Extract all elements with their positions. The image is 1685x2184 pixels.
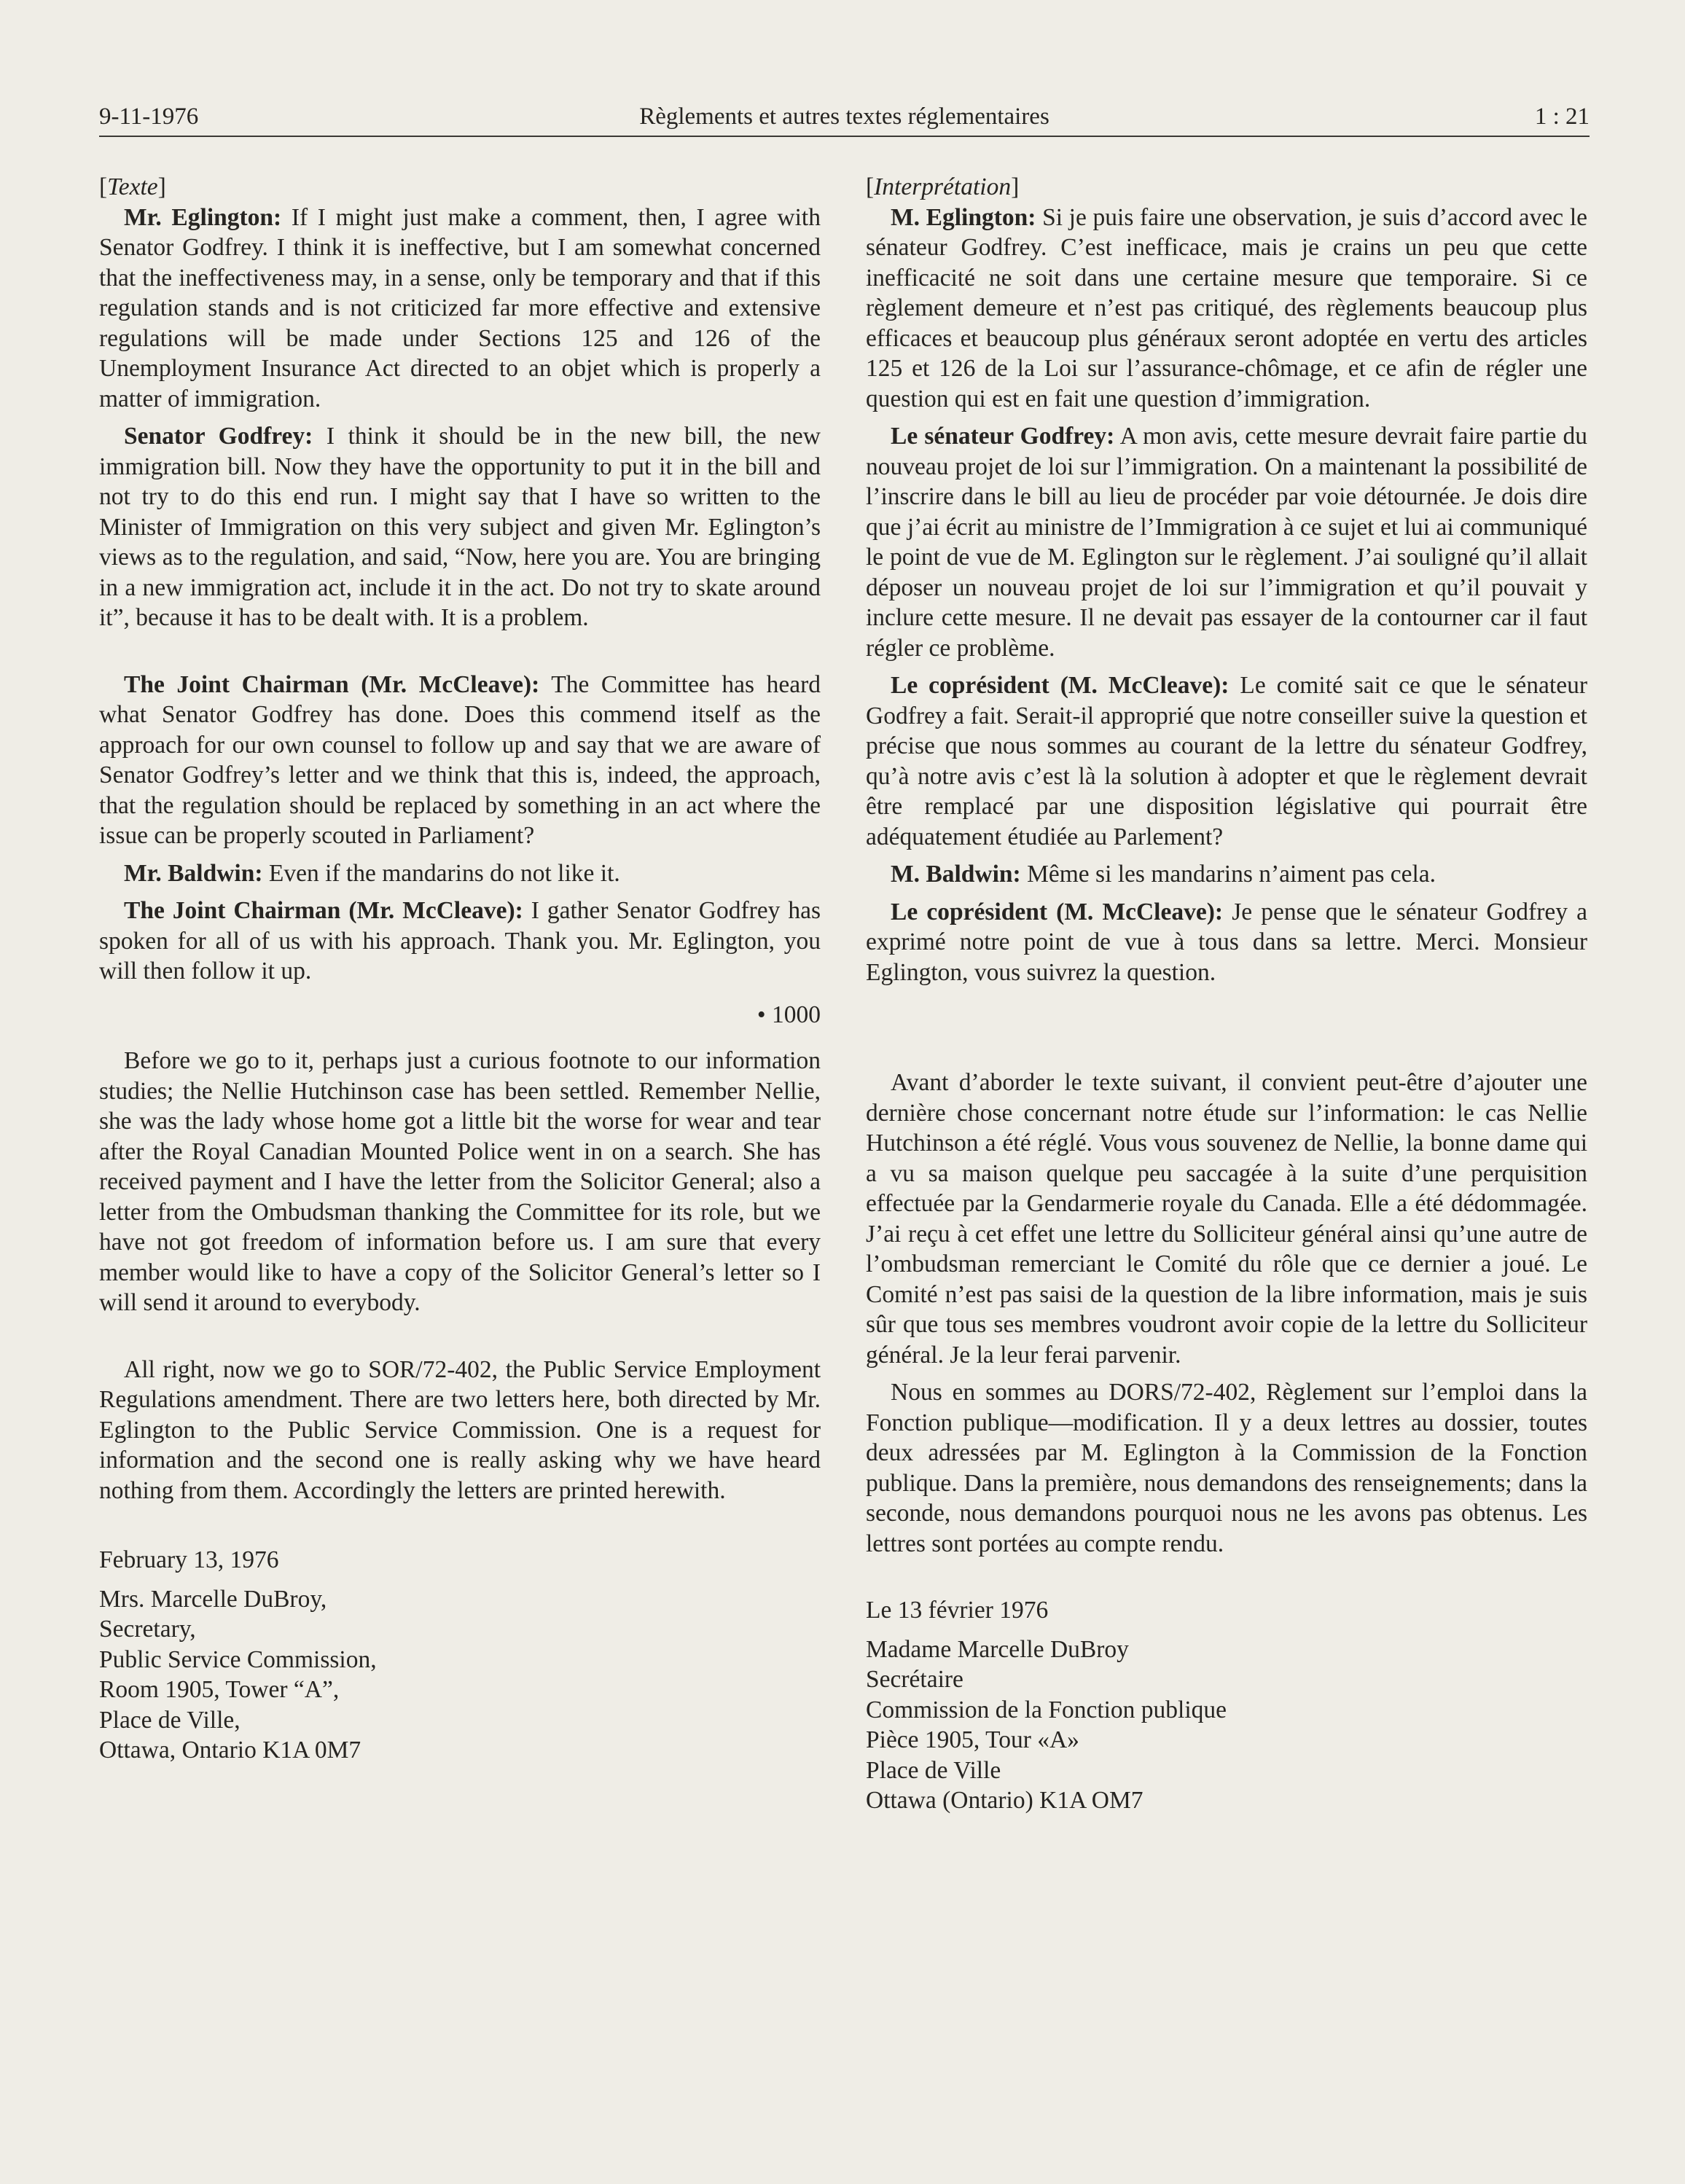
address-line: Pièce 1905, Tour «A» [866, 1726, 1079, 1753]
address-line: Secrétaire [866, 1666, 963, 1693]
english-paragraph-2 [99, 421, 821, 633]
english-paragraph-7 [99, 1355, 821, 1506]
speech: A mon avis, cette mesure devrait faire partie du nouveau projet de loi sur l’immigration. On a maintenant la possibilité de l’inscrire dans le bill au lieu de procéder par voie détournée. Je dois dire que j’ai écrit au ministre de l’Immigration à ce sujet et lui ai communiqué le point de vue de M. Eglington sur le règlement. J’ai souligné qu’il allait déposer un nouveau projet de loi sur l’immigration et qu’il pouvait y inclure cette mesure. Il ne devait pas essayer de la contourner car il faut régler ce problème. [866, 423, 1588, 662]
address-line: Room 1905, Tower “A”, [99, 1676, 340, 1703]
english-column [99, 172, 821, 1766]
english-tag: [Texte] [99, 173, 166, 200]
english-paragraph-3 [99, 670, 821, 851]
french-paragraph-5 [866, 897, 1587, 988]
header-title: Règlements et autres textes réglementaires [639, 103, 1049, 130]
speech: Nous en sommes au DORS/72-402, Règlement sur l’emploi dans la Fonction publique—modification. Il y a deux lettres au dossier, toutes deux adressées par M. Eglington à la Commission de la Fonction publique. Dans la première, nous demandons des renseignements; dans la seconde, nous demandons pourquoi nous ne les avons pas obtenus. Les lettres sont portées au compte rendu. [866, 1379, 1587, 1557]
english-tag-text: Texte [107, 173, 158, 200]
english-letter-date: February 13, 1976 [99, 1546, 279, 1573]
speech: Even if the mandarins do not like it. [268, 859, 620, 887]
speaker: Senator Godfrey: [124, 423, 313, 450]
address-line: Public Service Commission, [99, 1645, 377, 1673]
header-page-number: 1 : 21 [1534, 103, 1590, 130]
speaker: The Joint Chairman (Mr. McCleave): [124, 670, 540, 698]
french-column [866, 172, 1587, 1816]
speaker: Le coprésident (M. McCleave): [891, 672, 1229, 699]
english-paragraph-5 [99, 896, 821, 987]
speech: Je pense que le sénateur Godfrey a exprimé notre point de vue à tous dans sa lettre. Merci. Monsieur Eglington, vous suivrez la question. [866, 898, 1587, 986]
speech: If I might just make a comment, then, I agree with Senator Godfrey. I think it is ineffective, but I am somewhat concerned that the ineffectiveness may, in a sense, only be temporary and that if this regulation stands and is not criticized far more effective and extensive regulations will be made under Sections 125 and 126 of the Unemployment Insurance Act directed to an objet which is properly a matter of immigration. [99, 203, 821, 412]
speaker: Le coprésident (M. McCleave): [891, 898, 1224, 925]
speech: I think it should be in the new bill, the new immigration bill. Now they have the opportunity to put it in the bill and not try to do this end run. I might say that I have so written to the Minister of Immigration on this very subject and given Mr. Eglington’s views as to the regulation, and said, “Now, here you are. You are bringing in a new immigration act, include it in the act. Do not try to skate around it”, because it has to be dealt with. It is a problem. [99, 423, 821, 631]
speech: Si je puis faire une observation, je suis d’accord avec le sénateur Godfrey. C’est inefficace, mais je crains un peu que cette inefficacité ne soit dans une certaine mesure que temporaire. Si ce règlement demeure et n’est pas critiqué, des règlements beaucoup plus efficaces et beaucoup plus généraux seront adoptée en vertu des articles 125 et 126 de la Loi sur l’assurance-chômage, et ce afin de régler une question qui est en fait une question d’immigration. [866, 203, 1587, 412]
header-date: 9-11-1976 [99, 103, 199, 130]
french-paragraph-1 [866, 203, 1587, 415]
address-line: Place de Ville, [99, 1706, 241, 1734]
speech: I gather Senator Godfrey has spoken for all of us with his approach. Thank you. Mr. Eglington, you will then follow it up. [99, 897, 821, 985]
french-paragraph-4 [866, 859, 1587, 890]
english-paragraph-1 [99, 203, 821, 415]
french-paragraph-6 [866, 1068, 1587, 1370]
french-tag-text: Interprétation [874, 173, 1012, 200]
speaker: M. Baldwin: [891, 861, 1021, 888]
speaker: Mr. Eglington: [124, 203, 282, 231]
speech: Before we go to it, perhaps just a curious footnote to our information studies; the Nellie Hutchinson case has been settled. Remember Nellie, she was the lady whose home got a little bit the worse for wear and tear after the Royal Canadian Mounted Police went in on a search. She has received payment and I have the letter from the Solicitor General; also a letter from the Ombudsman thanking the Committee for its role, but we have not got freedom of information before us. I am sure that every member would like to have a copy of the Solicitor General’s letter so I will send it around to everybody. [99, 1047, 821, 1316]
speech: Avant d’aborder le texte suivant, il convient peut-être d’ajouter une dernière chose concernant notre étude sur l’information: le cas Nellie Hutchinson a été réglé. Vous vous souvenez de Nellie, la bonne dame qui a vu sa maison quelque peu saccagée à la suite d’une perquisition effectuée par la Gendarmerie royale du Canada. Elle a été dédommagée. J’ai reçu à cet effet une lettre du Solliciteur général ainsi qu’une autre de l’ombudsman remerciant le Comité du rôle que ce dernier a joué. Le Comité n’est pas saisi de la question de la libre information, mais je suis sûr que tous ses membres voudront avoir copie de la lettre du Solliciteur général. Je la leur ferai parvenir. [866, 1069, 1587, 1369]
french-paragraph-7 [866, 1377, 1587, 1559]
speaker: Le sénateur Godfrey: [891, 423, 1115, 450]
address-line: Ottawa, Ontario K1A 0M7 [99, 1737, 361, 1764]
time-marker: • 1000 [757, 1001, 821, 1028]
english-paragraph-6 [99, 1046, 821, 1318]
speaker: Mr. Baldwin: [124, 859, 263, 887]
page-header [99, 98, 1590, 137]
address-line: Place de Ville [866, 1756, 1001, 1784]
speech: Même si les mandarins n’aiment pas cela. [1027, 861, 1436, 888]
french-paragraph-3 [866, 670, 1587, 852]
address-line: Madame Marcelle DuBroy [866, 1635, 1129, 1663]
english-address-block [99, 1584, 821, 1766]
speech: All right, now we go to SOR/72-402, the Public Service Employment Regulations amendment. There are two letters here, both directed by Mr. Eglington to the Public Service Commission. One is a request for information and the second one is really asking why we have heard nothing from them. Accordingly the letters are printed herewith. [99, 1355, 821, 1504]
french-tag: [Interprétation] [866, 173, 1020, 200]
french-letter-date: Le 13 février 1976 [866, 1597, 1049, 1624]
english-paragraph-4 [99, 858, 821, 889]
speaker: The Joint Chairman (Mr. McCleave): [124, 897, 523, 924]
french-paragraph-2 [866, 421, 1587, 663]
speaker: M. Eglington: [891, 203, 1036, 231]
address-line: Ottawa (Ontario) K1A OM7 [866, 1787, 1143, 1814]
speech: The Committee has heard what Senator Godfrey has done. Does this commend itself as the approach for our own counsel to follow up and say that we are aware of Senator Godfrey’s letter and we think that this is, indeed, the approach, that the regulation should be replaced by something in an act where the issue can be properly scouted in Parliament? [99, 670, 821, 849]
speech: Le comité sait ce que le sénateur Godfrey a fait. Serait-il approprié que notre conseiller suive la question et précise que nous sommes au courant de la lettre du sénateur Godfrey, qu’à notre avis c’est là la solution à adopter et que le règlement devrait être remplacé par une disposition législative qui pourrait être adéquatement étudiée au Parlement? [866, 672, 1587, 850]
french-address-block [866, 1635, 1587, 1816]
address-line: Commission de la Fonction publique [866, 1696, 1227, 1723]
address-line: Mrs. Marcelle DuBroy, [99, 1585, 327, 1613]
address-line: Secretary, [99, 1616, 196, 1643]
